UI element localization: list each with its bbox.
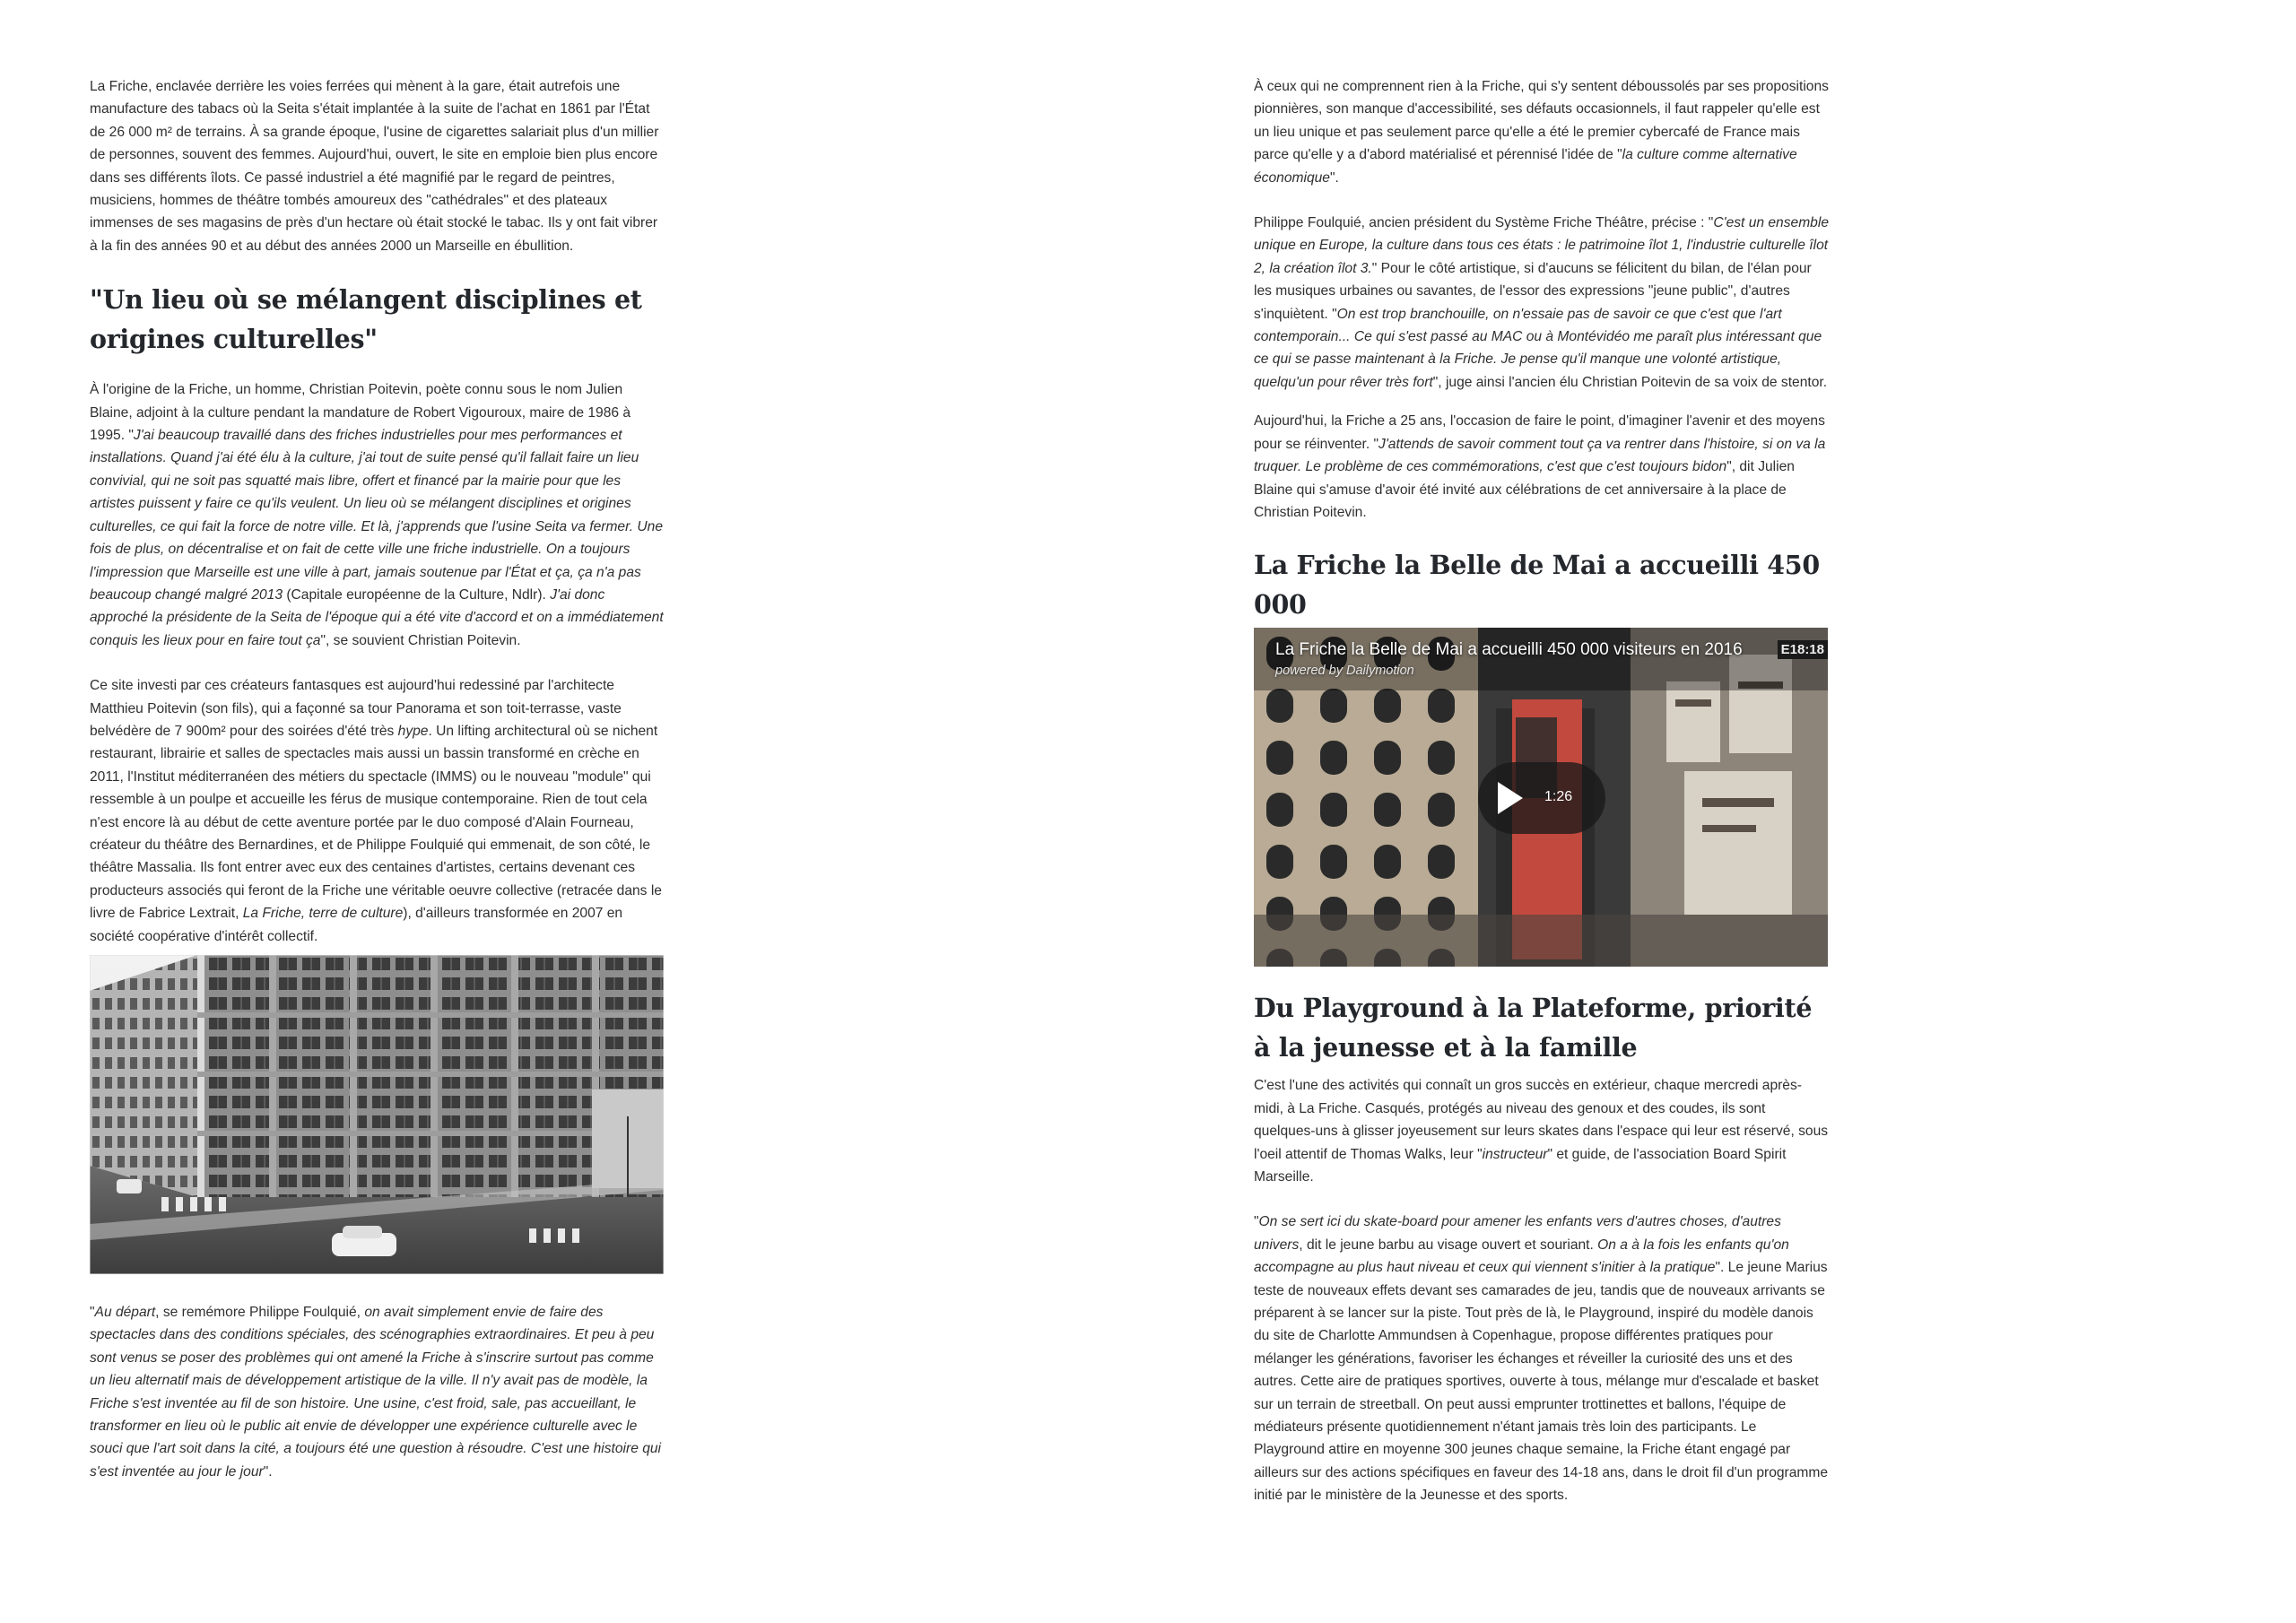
paragraph-origin: À l'origine de la Friche, un homme, Christian Poitevin, poète connu sous le nom Julien Blaine, adjoint à la culture pendant la mandature de Robert Vigouroux, maire de 1986 à 1995. "J'ai beaucoup travaillé dans des friches industrielles pour mes performances et installations. Quand j'ai été élu à la culture, j'ai tout de suite pensé qu'il fallait faire un lieu convivial, qui ne soit pas squatté mais libre, offert et financé par la mairie pour que les artistes puissent y faire ce qu'ils veulent. Un lieu où se mélangent disciplines et origines culturelles, ce qui fait la force de notre ville. Et là, j'apprends que l'usine Seita va fermer. Une fois de plus, on décentralise et on fait de cette ville une friche industrielle. On a toujours l'impression que Marseille est une ville à part, jamais soutenue par l'État et ça, ça n'a pas beaucoup changé malgré 2013 (Capitale européenne de la Culture, Ndlr). J'ai donc approché la présidente de la Seita de l'époque qui a été vite d'accord et on a immédiatement conquis les lieux pour en faire tout ça", se souvient Christian Poitevin.	[90, 382, 664, 648]
right-column	[1254, 75, 1830, 1530]
paragraph-history: La Friche, enclavée derrière les voies ferrées qui mènent à la gare, était autrefois une manufacture des tabacs où la Seita s'était implantée à la suite de l'achat en 1861 par l'État de 26 000 m² de terrains. À sa grande époque, l'usine de cigarettes salariait plus d'un millier de personnes, souvent des femmes. Aujourd'hui, ouvert, le site en emploie bien plus encore dans ses différents îlots. Ce passé industriel a été magnifié par le regard de peintres, musiciens, hommes de théâtre tombés amoureux des "cathédrales" et des plateaux immenses de ses magasins de près d'un hectare où était stocké le tabac. Ils y ont fait vibrer à la fin des années 90 et au début des années 2000 un Marseille en ébullition.	[90, 79, 659, 254]
video-powered-by: powered by Dailymotion	[1275, 664, 1414, 679]
paragraph-architecture: Ce site investi par ces créateurs fantasques est aujourd'hui redessiné par l'architecte Matthieu Poitevin (son fils), qui a façonné sa tour Panorama et son toit-terrasse, vaste belvédère de 7 900m² pour des soirées d'été très hype. Un lifting architectural où se nichent restaurant, librairie et salles de spectacles mais aussi un bassin transformé en crèche en 2011, l'Institut méditerranéen des métiers du spectacle (IMMS) ou le nouveau "module" qui ressemble à un poulpe et accueille les férus de musique contemporaine. Rien de tout cela n'est encore là au début de cette aventure portée par le duo composé d'Alain Fourneau, créateur du théâtre des Bernardines, et de Philippe Foulquié qui emmenait, de son côté, le théâtre Massalia. Ils font entrer avec eux des centaines d'artistes, certains devenant ces producteurs associés qui feront de la Friche une véritable oeuvre collective (retracée dans le livre de Fabrice Lextrait, La Friche, terre de culture), d'ailleurs transformée en 2007 en société coopérative d'intérêt collectif.	[90, 678, 662, 944]
heading-playground: Du Playground à la Plateforme, priorité à la jeunesse et à la famille	[1254, 993, 1813, 1063]
heading-visitors: La Friche la Belle de Mai a accueilli 450 000	[1254, 550, 1820, 621]
paragraph-anniversary: Aujourd'hui, la Friche a 25 ans, l'occasion de faire le point, d'imaginer l'avenir et des moyens pour se réinventer. "J'attends de savoir comment tout ça va rentrer dans l'histoire, si on va la truquer. Le problème de ces commémorations, c'est que c'est toujours bidon", dit Julien Blaine qui s'amuse d'avoir été invité aux célébrations de cet anniversaire à la place de Christian Poitevin.	[1254, 413, 1826, 520]
video-title[interactable]: La Friche la Belle de Mai a accueilli 450 000 visiteurs en 2016	[1275, 640, 1743, 660]
video-player[interactable]	[1254, 628, 1828, 967]
paragraph-foulquie-president: Philippe Foulquié, ancien président du Système Friche Théâtre, précise : "C'est un ensemble unique en Europe, la culture dans tous ces états : le patrimoine îlot 1, l'industrie culturelle îlot 2, la création îlot 3." Pour le côté artistique, si d'aucuns se félicitent du bilan, de l'élan pour les musiques urbaines ou savantes, de l'essor des expressions "jeune public", d'autres s'inquiètent. "On est trop branchouille, on n'essaie pas de savoir ce que c'est que l'art contemporain... Ce qui s'est passé au MAC ou à Montévidéo me paraît plus intéressant que ce qui se passe maintenant à la Friche. Je pense qu'il manque une volonté artistique, quelqu'un pour rêver très fort", juge ainsi l'ancien élu Christian Poitevin de sa voix de stentor.	[1254, 215, 1829, 390]
heading-lieu-disciplines: "Un lieu où se mélangent disciplines et origines culturelles"	[90, 284, 642, 355]
paragraph-skate: C'est l'une des activités qui connaît un gros succès en extérieur, chaque mercredi après-midi, à La Friche. Casqués, protégés au niveau des genoux et des coudes, ils sont quelques-uns à glisser joyeusement sur leurs skates dans l'espace qui leur est réservé, sous l'oeil attentif de Thomas Walks, leur "instructeur" et guide, de l'association Board Spirit Marseille.	[1254, 1078, 1829, 1185]
left-column	[90, 75, 664, 1506]
paragraph-pioneer: À ceux qui ne comprennent rien à la Friche, qui s'y sentent déboussolés par ses propositions pionnières, son manque d'accessibilité, ses défauts occasionnels, il faut rappeler qu'elle est un lieu unique et pas seulement parce qu'elle a été le premier cybercafé de France mais parce qu'elle y a d'abord matérialisé et pérennisé l'idée de "la culture comme alternative économique".	[1254, 79, 1829, 186]
paragraph-playground: "On se sert ici du skate-board pour amener les enfants vers d'autres choses, d'autres univers, dit le jeune barbu au visage ouvert et souriant. On a à la fois les enfants qu'on accompagne au plus haut niveau et ceux qui viennent s'initier à la pratique". Le jeune Marius teste de nouveaux effets devant ses camarades de jeu, tandis que de nouveaux arrivants se préparent à se lancer sur la piste. Tout près de là, le Playground, inspiré du modèle danois du site de Charlotte Ammundsen à Copenhague, propose différentes pratiques pour mélanger les générations, favoriser les échanges et réveiller la curiosité des uns et des autres. Cette aire de pratiques sportives, ouverte à tous, mélange mur d'escalade et basket sur un terrain de streetball. On peut aussi emprunter trottinettes et ballons, l'équipe de médiateurs présente quotidiennement n'étant jamais très loin des participants. Le Playground attire en moyenne 300 jeunes chaque semaine, la Friche étant engagé par ailleurs sur des actions spécifiques en faveur des 14-18 ans, dans le droit fil d'un programme initié par le ministère de la Jeunesse et des sports.	[1254, 1214, 1829, 1504]
video-duration: 1:26	[1544, 789, 1573, 805]
factory-building-photo	[90, 955, 664, 1274]
video-corner-badge: E18:18	[1778, 640, 1828, 659]
play-icon	[1498, 782, 1523, 814]
play-button[interactable]	[1478, 762, 1605, 834]
paragraph-quote-foulquie: "Au départ, se remémore Philippe Foulquié, on avait simplement envie de faire des spectacles dans des conditions spéciales, des scénographies extraordinaires. Et peu à peu sont venus se poser des problèmes qui ont amené la Friche à s'inscrire surtout pas comme un lieu alternatif mais de développement artistique de la ville. Il n'y avait pas de modèle, la Friche s'est inventée au fil de son histoire. Une usine, c'est froid, sale, pas accueillant, le transformer en lieu où le public ait envie de développer une expérience culturelle avec le souci que l'art soit dans la cité, a toujours été une question à résoudre. C'est une histoire qui s'est inventée au jour le jour".	[90, 1305, 662, 1480]
